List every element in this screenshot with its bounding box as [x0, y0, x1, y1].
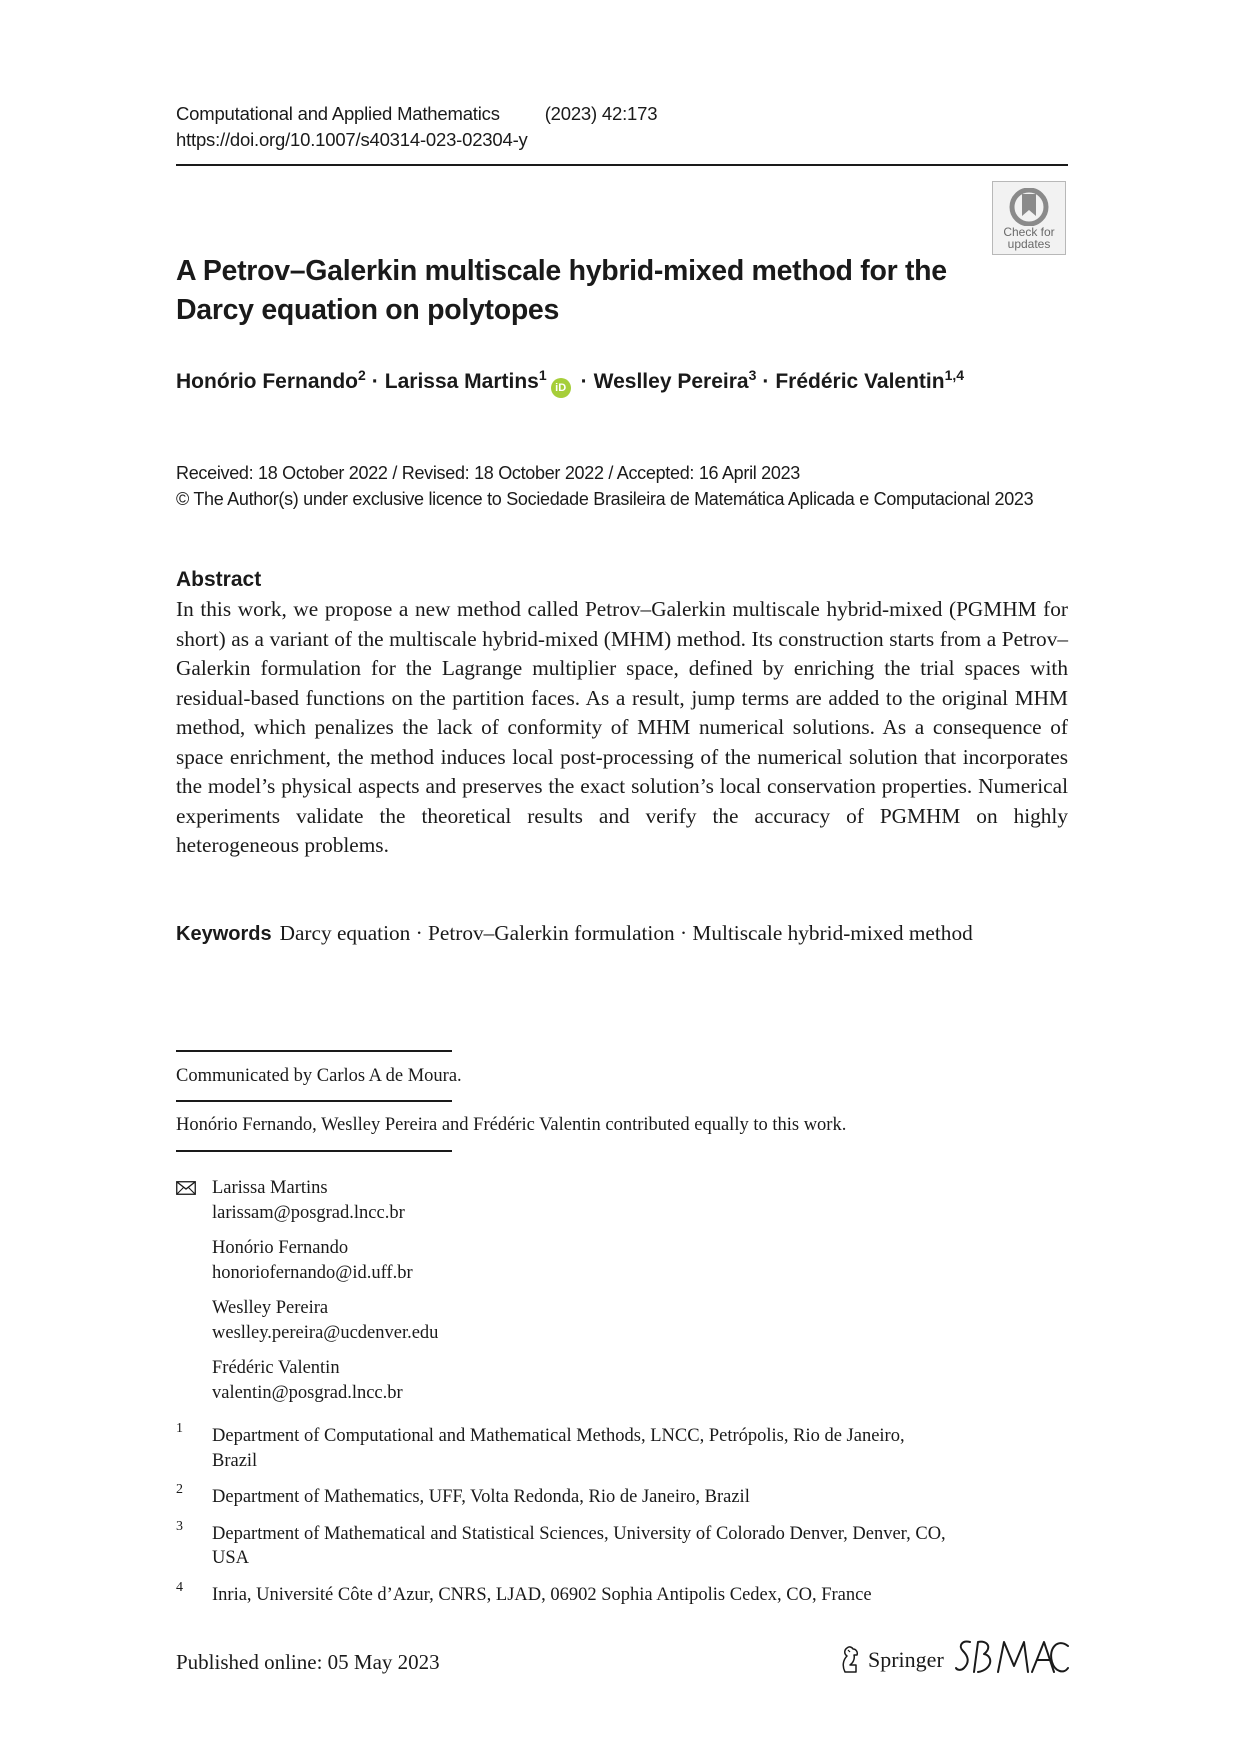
author-list [176, 367, 964, 398]
journal-name: Computational and Applied Mathematics [176, 103, 500, 124]
author-name: Weslley Pereira [593, 370, 749, 393]
separator-dot: · [371, 370, 379, 393]
dates-block [176, 460, 1033, 512]
affiliation-number: 4 [176, 1579, 183, 1595]
author-affiliation-mark: 1,4 [944, 367, 965, 383]
affiliation-line: Brazil [212, 1450, 258, 1471]
contact-name: Frédéric Valentin [212, 1358, 340, 1378]
bookmark-ring-icon [1009, 188, 1049, 226]
affiliation-line: USA [212, 1548, 250, 1568]
author-name: Frédéric Valentin [775, 370, 945, 393]
separator-dot: · [762, 370, 770, 393]
author-affiliation-mark: 1 [538, 367, 547, 383]
author-affiliation-mark: 2 [358, 367, 366, 383]
affiliation-entry [176, 1482, 1068, 1510]
affiliation-number: 2 [176, 1482, 183, 1497]
affiliation-number: 1 [176, 1421, 183, 1436]
badge-line-2: updates [1007, 237, 1051, 251]
footnote-divider [176, 1150, 452, 1152]
contact-email[interactable]: larissam@posgrad.lncc.br [212, 1202, 405, 1223]
affiliation-entry [176, 1421, 1068, 1473]
copyright-line: © The Author(s) under exclusive licence to Sociedade Brasileira de Matemática Aplicada e Computacional 2023 [176, 489, 1034, 509]
contact-email[interactable]: weslley.pereira@ucdenver.edu [212, 1322, 439, 1343]
orcid-icon[interactable]: iD [551, 378, 571, 398]
contact-entry [176, 1176, 1068, 1225]
envelope-icon [176, 1181, 196, 1195]
publisher-logos [838, 1636, 1070, 1682]
footnote-divider [176, 1100, 452, 1102]
published-online: Published online: 05 May 2023 [176, 1650, 440, 1674]
keywords-text: Darcy equation · Petrov–Galerkin formulation · Multiscale hybrid-mixed method [279, 921, 973, 945]
paper-title: A Petrov–Galerkin multiscale hybrid-mixed method for the Darcy equation on polytopes [176, 255, 947, 326]
contact-entry [176, 1296, 1068, 1345]
springer-horse-icon [838, 1644, 862, 1674]
author-name: Larissa Martins [384, 370, 539, 393]
received-dates: Received: 18 October 2022 / Revised: 18 October 2022 / Accepted: 16 April 2023 [176, 463, 801, 483]
contact-email[interactable]: valentin@posgrad.lncc.br [212, 1382, 403, 1403]
contact-name: Weslley Pereira [212, 1298, 329, 1318]
author-affiliation-mark: 3 [748, 367, 757, 383]
affiliation-line: Department of Computational and Mathematical Methods, LNCC, Petrópolis, Rio de Janeiro, [212, 1426, 905, 1446]
contact-email[interactable]: honoriofernando@id.uff.br [212, 1262, 413, 1283]
journal-volume: (2023) 42:173 [544, 103, 658, 124]
affiliation-list [176, 1421, 1068, 1619]
keywords-block [176, 918, 1068, 949]
affiliation-entry [176, 1518, 1068, 1571]
affiliation-line: Department of Mathematical and Statistical Sciences, University of Colorado Denver, Denver, CO, [212, 1523, 946, 1544]
affiliation-entry [176, 1579, 1068, 1608]
author-name: Honório Fernando [176, 370, 358, 393]
abstract-heading: Abstract [176, 568, 262, 591]
doi-link[interactable]: https://doi.org/10.1007/s40314-023-02304-y [176, 129, 528, 150]
affiliation-number: 3 [176, 1518, 183, 1534]
affiliation-line: Department of Mathematics, UFF, Volta Redonda, Rio de Janeiro, Brazil [212, 1487, 750, 1507]
check-for-updates-badge[interactable] [992, 181, 1066, 255]
keywords-label: Keywords [176, 923, 272, 945]
springer-wordmark: Springer [868, 1647, 944, 1672]
abstract-text: In this work, we propose a new method called Petrov–Galerkin multiscale hybrid-mixed (PGMHM for short) as a variant of the multiscale hybrid-mixed (MHM) method. Its construction starts from a Petrov–Galerkin formulation for the Lagrange multiplier space, defined by enriching the trial spaces with residual-based functions on the partition faces. As a result, jump terms are added to the original MHM method, which penalizes the lack of conformity of MHM numerical solutions. As a consequence of space enrichment, the method induces local post-processing of the numerical solution that incorporates the model’s physical aspects and preserves the exact solution’s local conservation properties. Numerical experiments validate the theoretical results and verify the accuracy of PGMHM on highly heterogeneous problems. [176, 597, 1068, 857]
contact-list [176, 1176, 1068, 1416]
badge-line-1: Check for [1003, 225, 1055, 239]
affiliation-line: Inria, Université Côte d’Azur, CNRS, LJAD, 06902 Sophia Antipolis Cedex, CO, France [212, 1584, 872, 1605]
equal-contribution-note: Honório Fernando, Weslley Pereira and Frédéric Valentin contributed equally to this work. [176, 1115, 847, 1135]
journal-header [176, 101, 657, 153]
sbmac-logo [954, 1636, 1070, 1682]
separator-dot: · [580, 370, 588, 393]
contact-name: Larissa Martins [212, 1178, 328, 1198]
contact-name: Honório Fernando [212, 1238, 349, 1258]
footnote-divider [176, 1050, 452, 1052]
contact-entry [176, 1236, 1068, 1285]
header-divider [176, 164, 1068, 166]
contact-entry [176, 1356, 1068, 1405]
communicated-by: Communicated by Carlos A de Moura. [176, 1066, 462, 1086]
